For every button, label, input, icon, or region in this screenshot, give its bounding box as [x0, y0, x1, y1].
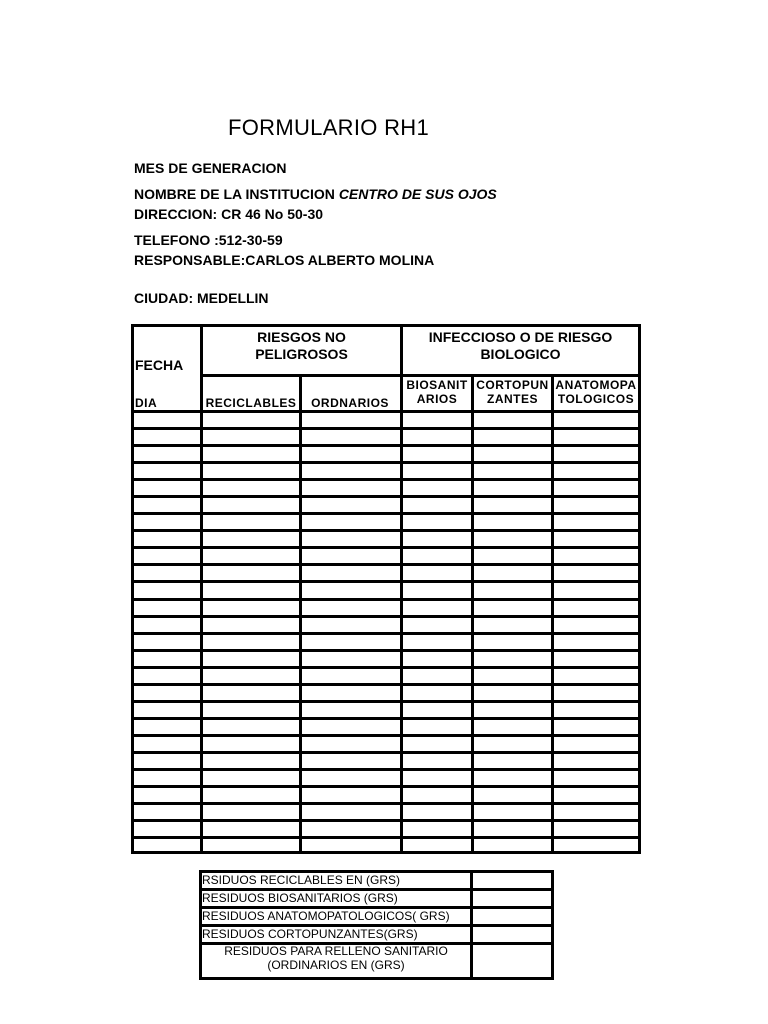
table-row-divider — [134, 512, 638, 515]
col-divider — [299, 377, 302, 851]
table-row-divider — [134, 717, 638, 720]
table-row-divider — [134, 563, 638, 566]
group-header-divider — [200, 374, 638, 377]
table-row-divider — [134, 768, 638, 771]
table-row-divider — [134, 598, 638, 601]
anatomopatologicos-line-2: TOLOGICOS — [557, 392, 635, 406]
table-row-divider — [134, 836, 638, 839]
infeccioso-header — [403, 329, 638, 363]
infeccioso-line-1: INFECCIOSO O DE RIESGO — [428, 329, 613, 345]
no-peligrosos-header — [203, 329, 400, 363]
table-row-divider — [134, 649, 638, 652]
institucion-value: CENTRO DE SUS OJOS — [338, 186, 497, 202]
table-row-divider — [134, 461, 638, 464]
table-row-divider — [134, 580, 638, 583]
form-title: FORMULARIO RH1 — [228, 115, 429, 140]
table-row-divider — [134, 700, 638, 703]
biosanitarios-header — [402, 378, 472, 406]
resumen-cortopunzantes: RESIDUOS CORTOPUNZANTES(GRS) — [202, 927, 418, 941]
cortopunzantes-line-2: ZANTES — [487, 392, 538, 406]
resumen-relleno — [202, 944, 470, 972]
table-row-divider — [134, 427, 638, 430]
no-peligrosos-line-2: PELIGROSOS — [255, 346, 348, 362]
table-row-divider — [134, 666, 638, 669]
resumen-anatomopatologicos: RESIDUOS ANATOMOPATOLOGICOS( GRS) — [202, 909, 450, 923]
resumen-biosanitarios: RESIDUOS BIOSANITARIOS (GRS) — [202, 891, 398, 905]
resumen-table — [199, 870, 554, 980]
responsable-line: RESPONSABLE:CARLOS ALBERTO MOLINA — [134, 252, 435, 268]
fecha-header: FECHA — [135, 357, 184, 373]
resumen-relleno-line-1: RESIDUOS PARA RELLENO SANITARIO — [224, 944, 448, 958]
ciudad-line: CIUDAD: MEDELLIN — [134, 290, 269, 306]
table-row-divider — [134, 495, 638, 498]
biosanitarios-line-1: BIOSANIT — [406, 378, 468, 392]
registro-table — [131, 324, 641, 854]
mes-generacion-label: MES DE GENERACION — [134, 160, 287, 176]
anatomopatologicos-header — [553, 378, 639, 406]
table-row-divider — [134, 444, 638, 447]
institucion-label: NOMBRE DE LA INSTITUCION — [134, 186, 335, 202]
col-divider — [471, 377, 474, 851]
table-row-divider — [134, 632, 638, 635]
institucion-line — [134, 186, 497, 202]
ordinarios-header: ORDNARIOS — [311, 396, 389, 410]
table-row-divider — [134, 819, 638, 822]
telefono-line: TELEFONO :512-30-59 — [134, 232, 283, 248]
infeccioso-line-2: BIOLOGICO — [480, 346, 561, 362]
table-row-divider — [134, 802, 638, 805]
reciclables-header: RECICLABLES — [205, 396, 297, 410]
table-row-divider — [134, 546, 638, 549]
table-row-divider — [134, 785, 638, 788]
no-peligrosos-line-1: RIESGOS NO — [257, 329, 346, 345]
col-divider — [551, 377, 554, 851]
header-bottom-divider — [134, 410, 638, 413]
dia-header: DIA — [135, 396, 158, 410]
table-row-divider — [134, 751, 638, 754]
table-row-divider — [134, 734, 638, 737]
resumen-relleno-line-2: (ORDINARIOS EN (GRS) — [267, 958, 405, 972]
resumen-reciclables: RSIDUOS RECICLABLES EN (GRS) — [202, 873, 401, 887]
biosanitarios-line-2: ARIOS — [416, 392, 458, 406]
anatomopatologicos-line-1: ANATOMOPA — [555, 378, 637, 392]
direccion-line: DIRECCION: CR 46 No 50-30 — [134, 206, 324, 222]
table-row-divider — [134, 683, 638, 686]
cortopunzantes-line-1: CORTOPUN — [476, 378, 549, 392]
table-row-divider — [134, 529, 638, 532]
cortopunzantes-header — [473, 378, 552, 406]
table-row-divider — [134, 615, 638, 618]
table-row-divider — [134, 478, 638, 481]
